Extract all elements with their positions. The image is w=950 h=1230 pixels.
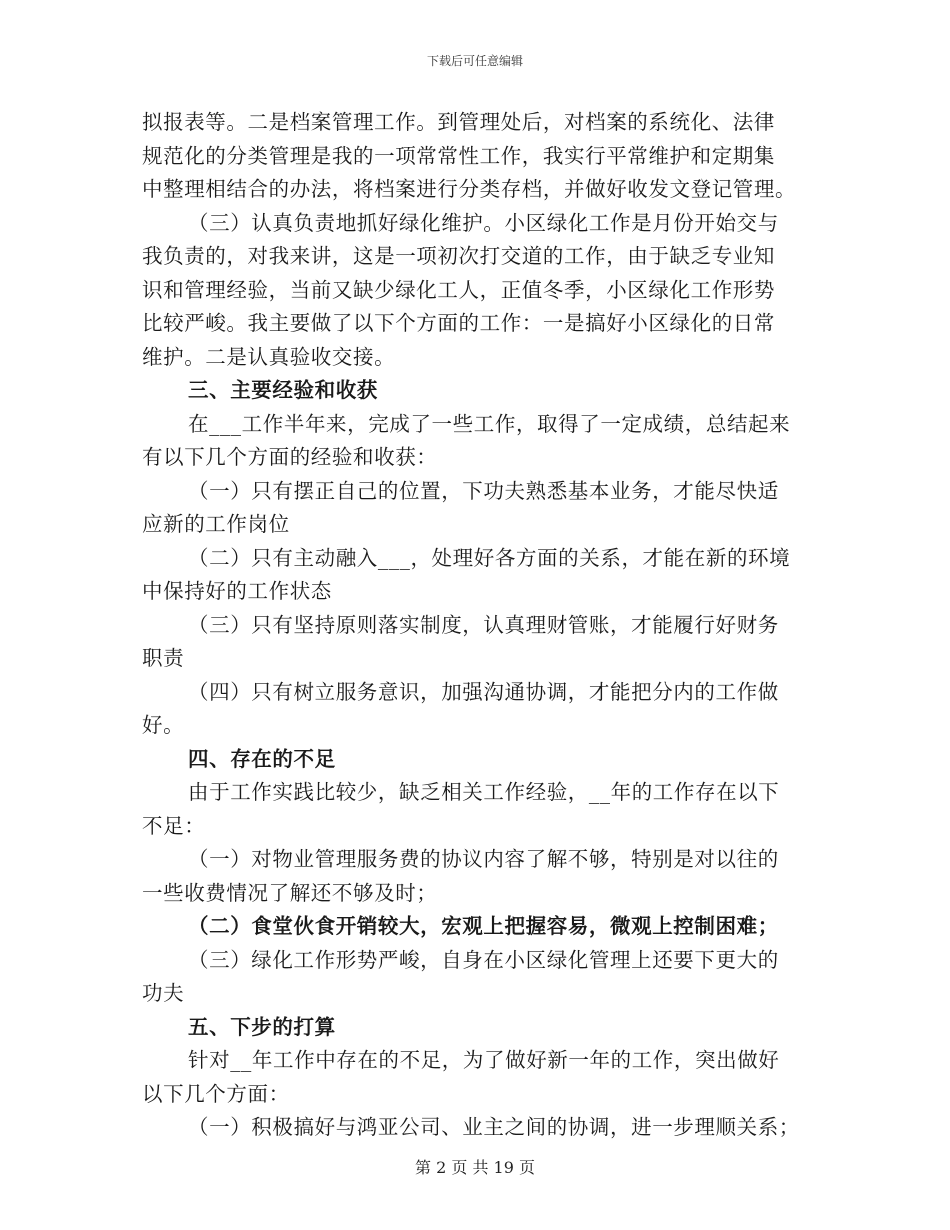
paragraph-line: （一）对物业管理服务费的协议内容了解不够，特别是对以往的 (188, 847, 779, 871)
paragraph-line: 中保持好的工作状态 (142, 579, 332, 603)
section-heading: 五、下步的打算 (188, 1014, 336, 1039)
page-header-note: 下载后可任意编辑 (426, 54, 523, 68)
paragraph-line: 好。 (142, 713, 185, 737)
paragraph-line: 一些收费情况了解还不够及时； (142, 880, 438, 905)
paragraph-line: （二）只有主动融入___，处理好各方面的关系，才能在新的环境 (188, 545, 791, 570)
paragraph-line-bold: （二）食堂伙食开销较大，宏观上把握容易，微观上控制困难； (188, 914, 779, 938)
paragraph-line: （三）认真负责地抓好绿化维护。小区绿化工作是月份开始交与 (188, 210, 779, 235)
paragraph-line: 由于工作实践比较少，缺乏相关工作经验，__年的工作存在以下 (188, 780, 780, 804)
paragraph-line: 比较严峻。我主要做了以下个方面的工作：一是搞好小区绿化的日常 (142, 311, 775, 335)
paragraph-line: （一）积极搞好与鸿亚公司、业主之间的协调，进一步理顺关系； (188, 1115, 800, 1139)
section-heading: 四、存在的不足 (188, 746, 336, 771)
paragraph-line: 有以下几个方面的经验和收获： (142, 445, 438, 469)
paragraph-line: 维护。二是认真验收交接。 (142, 344, 396, 369)
paragraph-line: （三）绿化工作形势严峻，自身在小区绿化管理上还要下更大的 (188, 947, 779, 972)
paragraph-line: （一）只有摆正自己的位置，下功夫熟悉基本业务，才能尽快适 (188, 478, 779, 503)
paragraph-line: 职责 (142, 646, 185, 670)
paragraph-line: 在___工作半年来，完成了一些工作，取得了一定成绩，总结起来 (188, 411, 791, 436)
paragraph-line: 规范化的分类管理是我的一项常常性工作，我实行平常维护和定期集 (142, 143, 775, 168)
section-heading: 三、主要经验和收获 (188, 378, 378, 402)
paragraph-line: （三）只有坚持原则落实制度，认真理财管账，才能履行好财务 (188, 612, 779, 637)
document-body (142, 106, 810, 1145)
paragraph-line: 中整理相结合的办法，将档案进行分类存档，并做好收发文登记管理。 (142, 177, 797, 201)
paragraph-line: 功夫 (142, 981, 185, 1005)
paragraph-line: 我负责的，对我来讲，这是一项初次打交道的工作，由于缺乏专业知 (142, 244, 775, 268)
paragraph-line: 以下几个方面： (142, 1081, 290, 1106)
paragraph-line: 识和管理经验，当前又缺少绿化工人，正值冬季，小区绿化工作形势 (142, 277, 775, 302)
paragraph-line: 不足： (142, 813, 206, 838)
paragraph-line: 针对__年工作中存在的不足，为了做好新一年的工作，突出做好 (188, 1048, 780, 1072)
paragraph-line: （四）只有树立服务意识，加强沟通协调，才能把分内的工作做 (188, 679, 779, 704)
page-footer-number: 第 2 页 共 19 页 (415, 1158, 535, 1177)
paragraph-line: 应新的工作岗位 (142, 512, 290, 536)
paragraph-line: 拟报表等。二是档案管理工作。到管理处后，对档案的系统化、法律 (142, 110, 775, 134)
